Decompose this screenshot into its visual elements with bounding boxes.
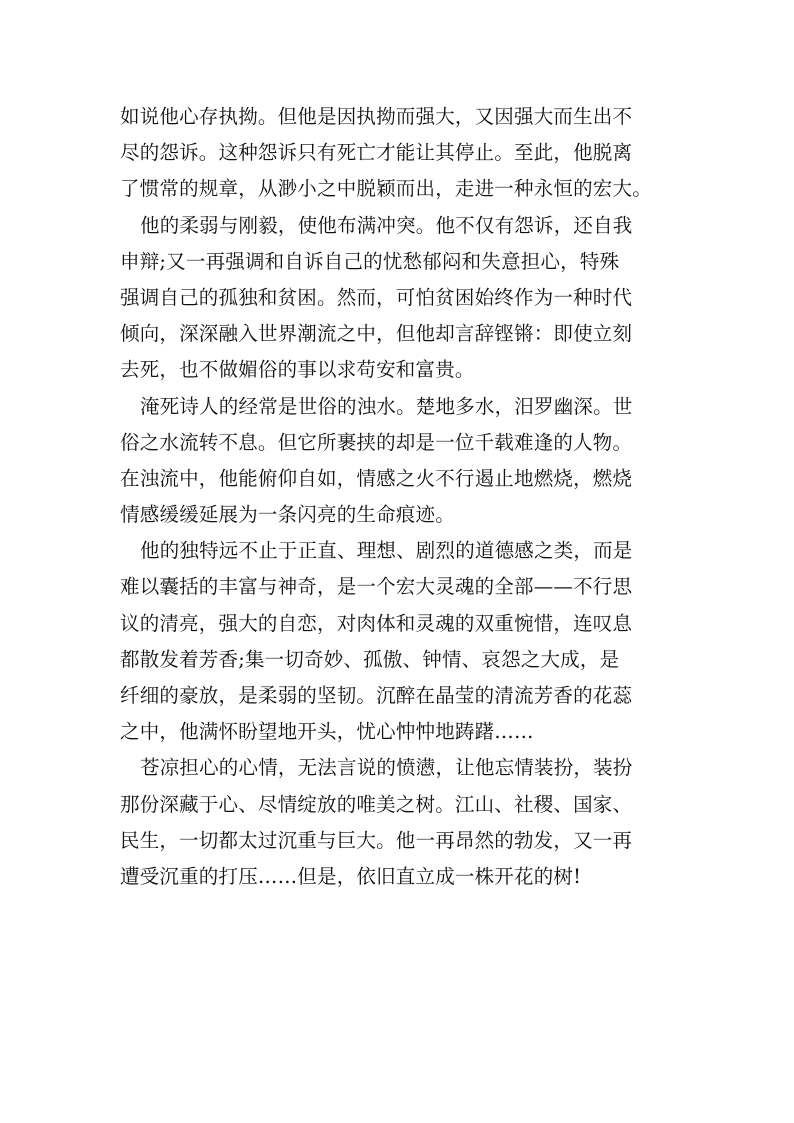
text-line: 强调自己的孤独和贫困。然而，可怕贫困始终作为一种时代 [120,285,633,309]
body-text [120,99,680,895]
text-line: 民生，一切都太过沉重与巨大。他一再昂然的勃发，又一再 [120,828,633,852]
text-line: 情感缓缓延展为一条闪亮的生命痕迹。 [120,503,455,527]
text-line: 去死，也不做媚俗的事以求苟安和富贵。 [120,358,475,382]
text-line: 议的清亮，强大的自恋，对肉体和灵魂的双重惋惜，连叹息 [120,611,633,635]
text-line: 如说他心存执拗。但他是因执拗而强大，又因强大而生出不 [120,105,633,128]
text-line: 之中，他满怀盼望地开头，忧心忡忡地踌躇…… [120,720,534,744]
text-line: 他的柔弱与刚毅，使他布满冲突。他不仅有怨诉，还自我 [140,213,633,237]
text-line: 纤细的豪放，是柔弱的坚韧。沉醉在晶莹的清流芳香的花蕊 [120,684,633,707]
text-line: 俗之水流转不息。但它所裹挟的却是一位千载难逢的人物。 [120,430,633,454]
text-line: 都散发着芳香;集一切奇妙、孤傲、钟情、哀怨之大成，是 [120,647,620,671]
text-line: 他的独特远不止于正直、理想、剧烈的道德感之类，而是 [140,539,633,563]
text-line: 遭受沉重的打压……但是，依旧直立成一株开花的树! [120,864,582,888]
text-line: 尽的怨诉。这种怨诉只有死亡才能让其停止。至此，他脱离 [120,141,633,165]
text-line: 了惯常的规章，从渺小之中脱颖而出，走进一种永恒的宏大。 [120,177,652,201]
text-line: 淹死诗人的经常是世俗的浊水。楚地多水，汨罗幽深。世 [140,394,633,418]
text-line: 那份深藏于心、尽情绽放的唯美之树。江山、社稷、国家、 [120,792,633,816]
text-line: 在浊流中，他能俯仰自如，情感之火不行遏止地燃烧，燃烧 [120,466,633,490]
text-line: 难以囊括的丰富与神奇，是一个宏大灵魂的全部——不行思 [120,575,633,599]
text-line: 苍凉担心的心情，无法言说的愤懑，让他忘情装扮，装扮 [140,756,633,780]
text-line: 申辩;又一再强调和自诉自己的忧愁郁闷和失意担心，特殊 [120,249,620,273]
text-line: 倾向，深深融入世界潮流之中，但他却言辞铿锵：即使立刻 [120,322,633,346]
